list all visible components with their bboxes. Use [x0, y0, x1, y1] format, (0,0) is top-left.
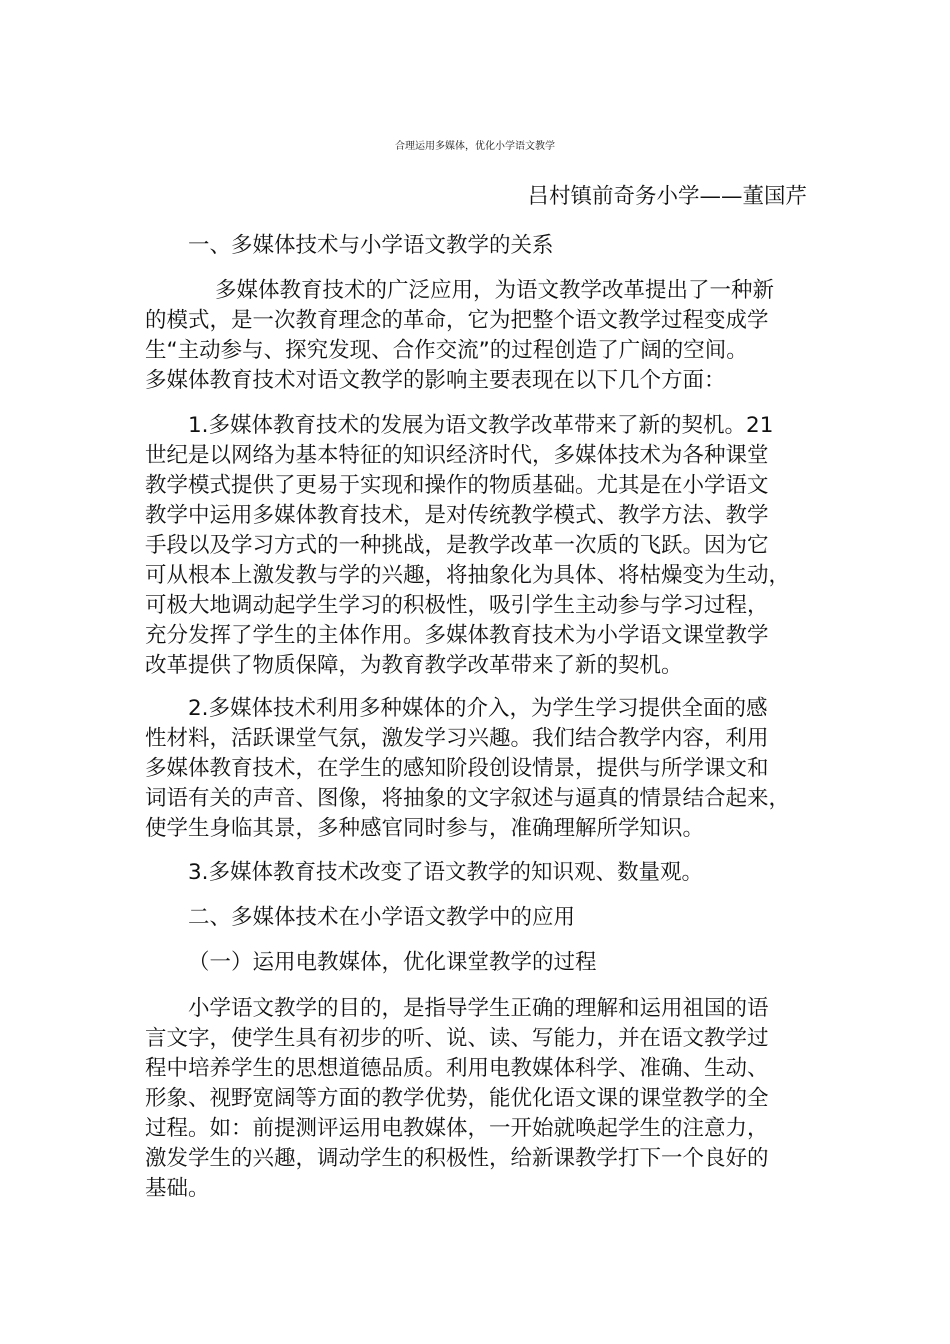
- section-heading-1: 一、多媒体技术与小学语文教学的关系: [188, 233, 554, 258]
- paragraph-line: 形象、视野宽阔等方面的教学优势，能优化语文课的课堂教学的全: [145, 1086, 769, 1111]
- paragraph-line: 小学语文教学的目的，是指导学生正确的理解和运用祖国的语: [188, 996, 769, 1021]
- paragraph-line: 3.多媒体教育技术改变了语文教学的知识观、数量观。: [188, 860, 704, 885]
- paragraph-line: 充分发挥了学生的主体作用。多媒体教育技术为小学语文课堂教学: [145, 623, 769, 648]
- document-title: 合理运用多媒体，优化小学语文教学: [395, 141, 555, 152]
- paragraph-line: 的模式，是一次教育理念的革命，它为把整个语文教学过程变成学: [145, 308, 769, 333]
- paragraph-line: 手段以及学习方式的一种挑战，是教学改革一次质的飞跃。因为它: [145, 533, 769, 558]
- paragraph-line: 言文字，使学生具有初步的听、说、读、写能力，并在语文教学过: [145, 1026, 769, 1051]
- paragraph-line: 激发学生的兴趣，调动学生的积极性，给新课教学打下一个良好的: [145, 1146, 769, 1171]
- paragraph-line: 多媒体教育技术，在学生的感知阶段创设情景，提供与所学课文和: [145, 756, 769, 781]
- section-heading-2: 二、多媒体技术在小学语文教学中的应用: [188, 905, 576, 930]
- paragraph-line: 2.多媒体技术利用多种媒体的介入，为学生学习提供全面的感: [188, 696, 768, 721]
- paragraph-line: 使学生身临其景，多种感官同时参与，准确理解所学知识。: [145, 816, 705, 841]
- paragraph-line: 可极大地调动起学生学习的积极性，吸引学生主动参与学习过程，: [145, 593, 769, 618]
- paragraph-line: 性材料，活跃课堂气氛，激发学习兴趣。我们结合教学内容，利用: [145, 726, 769, 751]
- paragraph-line: 词语有关的声音、图像，将抽象的文字叙述与逼真的情景结合起来，: [145, 786, 791, 811]
- paragraph-line: 过程。如：前提测评运用电教媒体，一开始就唤起学生的注意力，: [145, 1116, 769, 1141]
- paragraph-line: 可从根本上激发教与学的兴趣，将抽象化为具体、将枯燥变为生动，: [145, 563, 791, 588]
- paragraph-line: 基础。: [145, 1176, 210, 1201]
- paragraph-line: 多媒体教育技术的广泛应用，为语文教学改革提出了一种新: [215, 278, 775, 303]
- paragraph-line: 世纪是以网络为基本特征的知识经济时代，多媒体技术为各种课堂: [145, 443, 769, 468]
- paragraph-line: 多媒体教育技术对语文教学的影响主要表现在以下几个方面：: [145, 368, 726, 393]
- paragraph-line: 教学中运用多媒体教育技术，是对传统教学模式、教学方法、教学: [145, 503, 769, 528]
- paragraph-line: 教学模式提供了更易于实现和操作的物质基础。尤其是在小学语文: [145, 473, 769, 498]
- paragraph-line: 生“主动参与、探究发现、合作交流”的过程创造了广阔的空间。: [145, 338, 748, 363]
- author-line: 吕村镇前奇务小学——董国芹: [527, 184, 807, 209]
- paragraph-line: 改革提供了物质保障，为教育教学改革带来了新的契机。: [145, 653, 683, 678]
- paragraph-line: 程中培养学生的思想道德品质。利用电教媒体科学、准确、生动、: [145, 1056, 769, 1081]
- subsection-heading: （一）运用电教媒体，优化课堂教学的过程: [188, 950, 597, 975]
- paragraph-line: 1.多媒体教育技术的发展为语文教学改革带来了新的契机。21: [188, 413, 774, 438]
